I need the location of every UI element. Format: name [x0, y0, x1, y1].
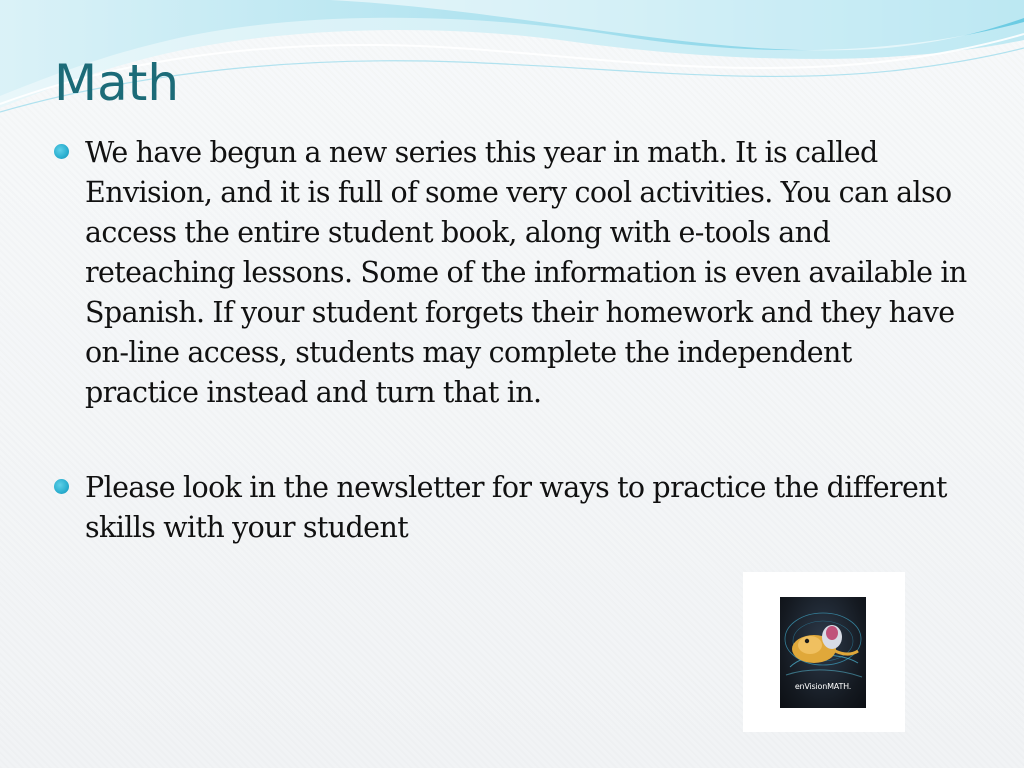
bullet-item-envision: [54, 133, 969, 413]
book-cover: [780, 597, 866, 708]
bullet-text: Please look in the newsletter for ways to practice the different skills with your student: [85, 471, 947, 544]
book-brand-label: enVisionMATH.: [794, 682, 852, 691]
bullet-list: [54, 133, 969, 548]
slide-title: Math: [54, 54, 180, 112]
book-illustration-icon: [780, 597, 866, 708]
book-cover-image: [743, 572, 905, 732]
bullet-dot-icon: [54, 479, 69, 494]
bullet-dot-icon: [54, 144, 69, 159]
bullet-text: We have begun a new series this year in math. It is called Envision, and it is full of some very cool activities. You can also access the entire student book, along with e-tools and reteaching lessons. Some of the information is even available in Spanish. If your student forgets their homework and they have on-line access, students may complete the independent practice instead and turn that in.: [85, 136, 967, 409]
bullet-item-newsletter: [54, 468, 969, 548]
